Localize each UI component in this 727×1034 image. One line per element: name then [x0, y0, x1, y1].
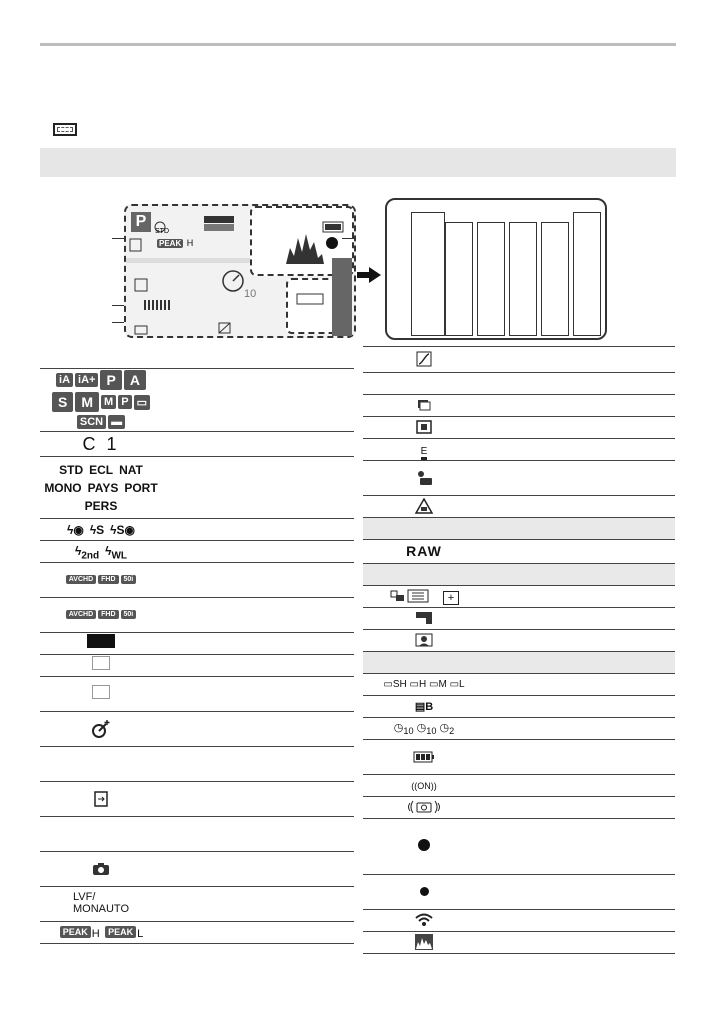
box-cell [363, 608, 485, 630]
row-description [162, 817, 354, 852]
table-row [40, 369, 354, 432]
table-row [363, 395, 675, 417]
table-row [40, 519, 354, 541]
lvf-text: LVF/ [72, 891, 96, 903]
flash-wl-label: WL [111, 550, 128, 562]
bracket-b: B [425, 701, 434, 713]
af-area-icon [389, 589, 407, 603]
blank-icon [92, 685, 110, 699]
bracket-cell: ▤B [363, 696, 485, 718]
menu-column [541, 222, 569, 336]
custom-icon: ▬ [108, 415, 125, 429]
table-row [363, 347, 675, 373]
right-icon-table [363, 346, 675, 954]
fps-icon: 50i [121, 610, 137, 619]
battery-icon [322, 218, 346, 236]
focus-icon [296, 290, 324, 308]
avchd-icon [204, 215, 234, 233]
table-row [363, 496, 675, 518]
table-row [363, 674, 675, 696]
table-row [363, 696, 675, 718]
row-description [162, 922, 354, 944]
flash-mode-cell [40, 519, 162, 541]
curve-icon [416, 351, 432, 367]
record-large-cell [363, 819, 485, 875]
leader-line [342, 238, 354, 239]
peak-l-level: L [137, 927, 144, 940]
table-row [40, 432, 354, 457]
table-row [40, 563, 354, 598]
mode-icons-cell [40, 369, 162, 432]
flash-redeye-icon: ϟ◉ [66, 522, 84, 537]
table-row [363, 540, 675, 564]
table-row [363, 875, 675, 910]
scn-icon: SCN [77, 415, 106, 429]
movie-p-icon: P [118, 395, 131, 409]
table-row [363, 819, 675, 875]
table-row [363, 740, 675, 775]
manual-mode-icon: M [75, 392, 99, 412]
table-row [363, 932, 675, 954]
box-icon [415, 611, 433, 625]
table-row [363, 608, 675, 630]
peaking-cell [40, 922, 162, 944]
avchd-icon: AVCHD [66, 575, 96, 584]
flash-2nd-icon: $ϟ_{2nd}$ [74, 543, 100, 562]
ia-plus-icon: iA+ [75, 373, 98, 387]
menu-column [411, 212, 445, 336]
burst-sh: SH [392, 679, 407, 690]
empty-cell [40, 747, 162, 782]
timer-10: 10 [403, 726, 414, 737]
peaking-icon [156, 238, 193, 249]
table-row [363, 910, 675, 932]
menu-column [477, 222, 505, 336]
flash-slow-redeye-icon: ϟS◉ [110, 522, 135, 537]
mon-auto-text: MONAUTO [72, 903, 130, 915]
histogram-cell [363, 932, 485, 954]
photo-style-cell [40, 457, 162, 519]
top-rule [40, 43, 676, 46]
touch-tab-icon[interactable] [332, 258, 352, 336]
table-row [363, 630, 675, 652]
arrow-right-icon [357, 266, 381, 284]
exposure-comp-icon [218, 319, 232, 337]
photo-style-icon [153, 218, 175, 236]
af-plus-icon: + [443, 591, 459, 605]
peak-h-icon: PEAK [60, 926, 91, 938]
table-row [363, 775, 675, 797]
lvf-label [73, 891, 129, 915]
table-row [40, 541, 354, 563]
record-dot [326, 236, 338, 254]
quality-cell [40, 677, 162, 712]
monitor-icon [53, 123, 77, 136]
burst-cell: ▭SH ▭H ▭M ▭L [363, 674, 485, 696]
aperture-mode-icon: A [124, 370, 146, 390]
svg-text:STD: STD [155, 227, 169, 234]
touch-effect-icon [90, 719, 112, 739]
card-icon [129, 236, 143, 254]
menu-column [509, 222, 537, 336]
row-description [162, 457, 354, 519]
table-row [363, 652, 675, 674]
record-dot-large [418, 839, 430, 851]
timer-10-burst: 10 [426, 726, 437, 737]
section-banner [40, 148, 676, 177]
wifi-icon [415, 913, 433, 927]
table-row [363, 718, 675, 740]
table-row [40, 712, 354, 747]
record-dot-small [420, 887, 429, 896]
peak-label: PEAK [159, 239, 182, 249]
battery-cell [363, 740, 485, 775]
burst-h: H [418, 679, 427, 690]
menu-column [445, 222, 473, 336]
stabilizer-on-label: ON [417, 780, 431, 791]
table-row [40, 633, 354, 655]
raw-cell [363, 540, 485, 564]
battery-icon [413, 751, 435, 763]
flash-slow-icon: ϟS [89, 522, 105, 537]
table-row [40, 887, 354, 922]
af-mode-cell [363, 586, 485, 608]
c1-label: C 1 [82, 433, 120, 454]
table-row [363, 373, 675, 395]
warning-icon [415, 498, 433, 514]
leader-line [112, 238, 124, 239]
shutter-mode-icon: S [52, 392, 73, 412]
stabilizer-on-cell: ((ON)) [363, 775, 485, 797]
table-row [40, 852, 354, 887]
menu-column [573, 212, 601, 336]
target-frame-icon [416, 420, 432, 434]
movie-photo-icon [415, 470, 433, 486]
table-row [40, 677, 354, 712]
movie-m-icon: M [101, 395, 116, 409]
empty-cell [40, 817, 162, 852]
ia-icon: iA [56, 373, 73, 387]
style-mono: MONO [44, 480, 82, 495]
screen-illustration [124, 204, 356, 338]
af-grid-icon [407, 589, 429, 603]
multi-window-icon [417, 399, 431, 411]
row-description [162, 852, 354, 887]
table-row [40, 598, 354, 633]
row-description [162, 369, 354, 432]
wifi-cell [363, 910, 485, 932]
touch-effect-cell [40, 712, 162, 747]
camera-small-icon [134, 320, 148, 338]
camera-cell [40, 852, 162, 887]
table-row [40, 922, 354, 944]
flash-2nd-label: 2nd [81, 550, 100, 562]
burst-l: L [459, 679, 465, 690]
table-row [363, 439, 675, 461]
row-description [162, 563, 354, 598]
table-row [363, 797, 675, 819]
warning-cell [363, 496, 485, 518]
histogram-icon [286, 228, 324, 264]
table-row [363, 417, 675, 439]
row-description [162, 747, 354, 782]
table-row [40, 817, 354, 852]
row-description [162, 712, 354, 747]
stabilizer-icon [407, 800, 441, 814]
camera-icon [92, 862, 110, 876]
program-mode-icon: P [100, 370, 121, 390]
raw-label: RAW [406, 542, 442, 559]
row-description [162, 655, 354, 677]
face-icon [415, 633, 433, 647]
table-row [40, 655, 354, 677]
flash-wl-icon: $ϟ_{WL}$ [105, 543, 128, 562]
row-description [162, 432, 354, 457]
table-row [363, 461, 675, 496]
divider [126, 258, 250, 263]
style-nat: NAT [119, 462, 143, 477]
self-timer-cell: $◷_{10}$ $◷_{10}$ $◷_2$ [363, 718, 485, 740]
multi-window-cell [363, 395, 485, 417]
face-cell [363, 630, 485, 652]
curve-cell [363, 347, 485, 373]
row-description [162, 677, 354, 712]
style-port: PORT [124, 480, 158, 495]
aspect-icon [87, 634, 115, 648]
timer-2: 2 [449, 726, 455, 737]
row-description [162, 541, 354, 563]
e-cell [363, 439, 485, 461]
target-cell [363, 417, 485, 439]
row-description [162, 633, 354, 655]
rec-format-cell [40, 563, 162, 598]
custom-set-cell [40, 432, 162, 457]
fhd-icon: FHD [98, 610, 118, 619]
left-icon-table [40, 368, 354, 944]
fps-icon: 50i [121, 575, 137, 584]
card-cell [40, 782, 162, 817]
row-description [162, 782, 354, 817]
burst-m: M [438, 679, 447, 690]
style-pays: PAYS [87, 480, 119, 495]
rec-quality-cell [40, 598, 162, 633]
blank-icon [92, 656, 110, 670]
table-row [363, 586, 675, 608]
aspect-cell [40, 633, 162, 655]
style-ecl: ECL [89, 462, 114, 477]
mode-icon: P [131, 212, 151, 232]
touch-menu-illustration [385, 198, 607, 340]
table-row [40, 457, 354, 519]
shutter-value: 10 [244, 288, 257, 300]
table-row [40, 782, 354, 817]
peak-level: H [186, 238, 194, 248]
row-description [162, 598, 354, 633]
leader-line [112, 305, 124, 306]
table-row [40, 747, 354, 782]
table-row [363, 518, 675, 540]
self-timer-icon [220, 268, 246, 294]
peak-l-icon: PEAK [105, 926, 136, 938]
style-pers: PERS [84, 498, 118, 513]
fhd-icon: FHD [98, 575, 118, 584]
peak-h-level: H [91, 927, 100, 940]
stabilizer-cell [363, 797, 485, 819]
footer-text [0, 1027, 200, 1034]
avchd-icon: AVCHD [66, 610, 96, 619]
lvf-cell [40, 887, 162, 922]
panorama-icon: ▭ [134, 395, 150, 410]
af-icon [134, 276, 148, 294]
movie-photo-cell [363, 461, 485, 496]
row-description [162, 887, 354, 922]
level-meter [144, 296, 184, 314]
flash-sync-cell [40, 541, 162, 563]
card-icon [94, 791, 108, 807]
record-small-cell [363, 875, 485, 910]
table-row [363, 564, 675, 586]
leader-line [112, 322, 124, 323]
row-description [162, 519, 354, 541]
size-cell [40, 655, 162, 677]
e-label: E [421, 446, 428, 460]
histogram-icon [415, 934, 433, 950]
style-std: STD [59, 462, 84, 477]
